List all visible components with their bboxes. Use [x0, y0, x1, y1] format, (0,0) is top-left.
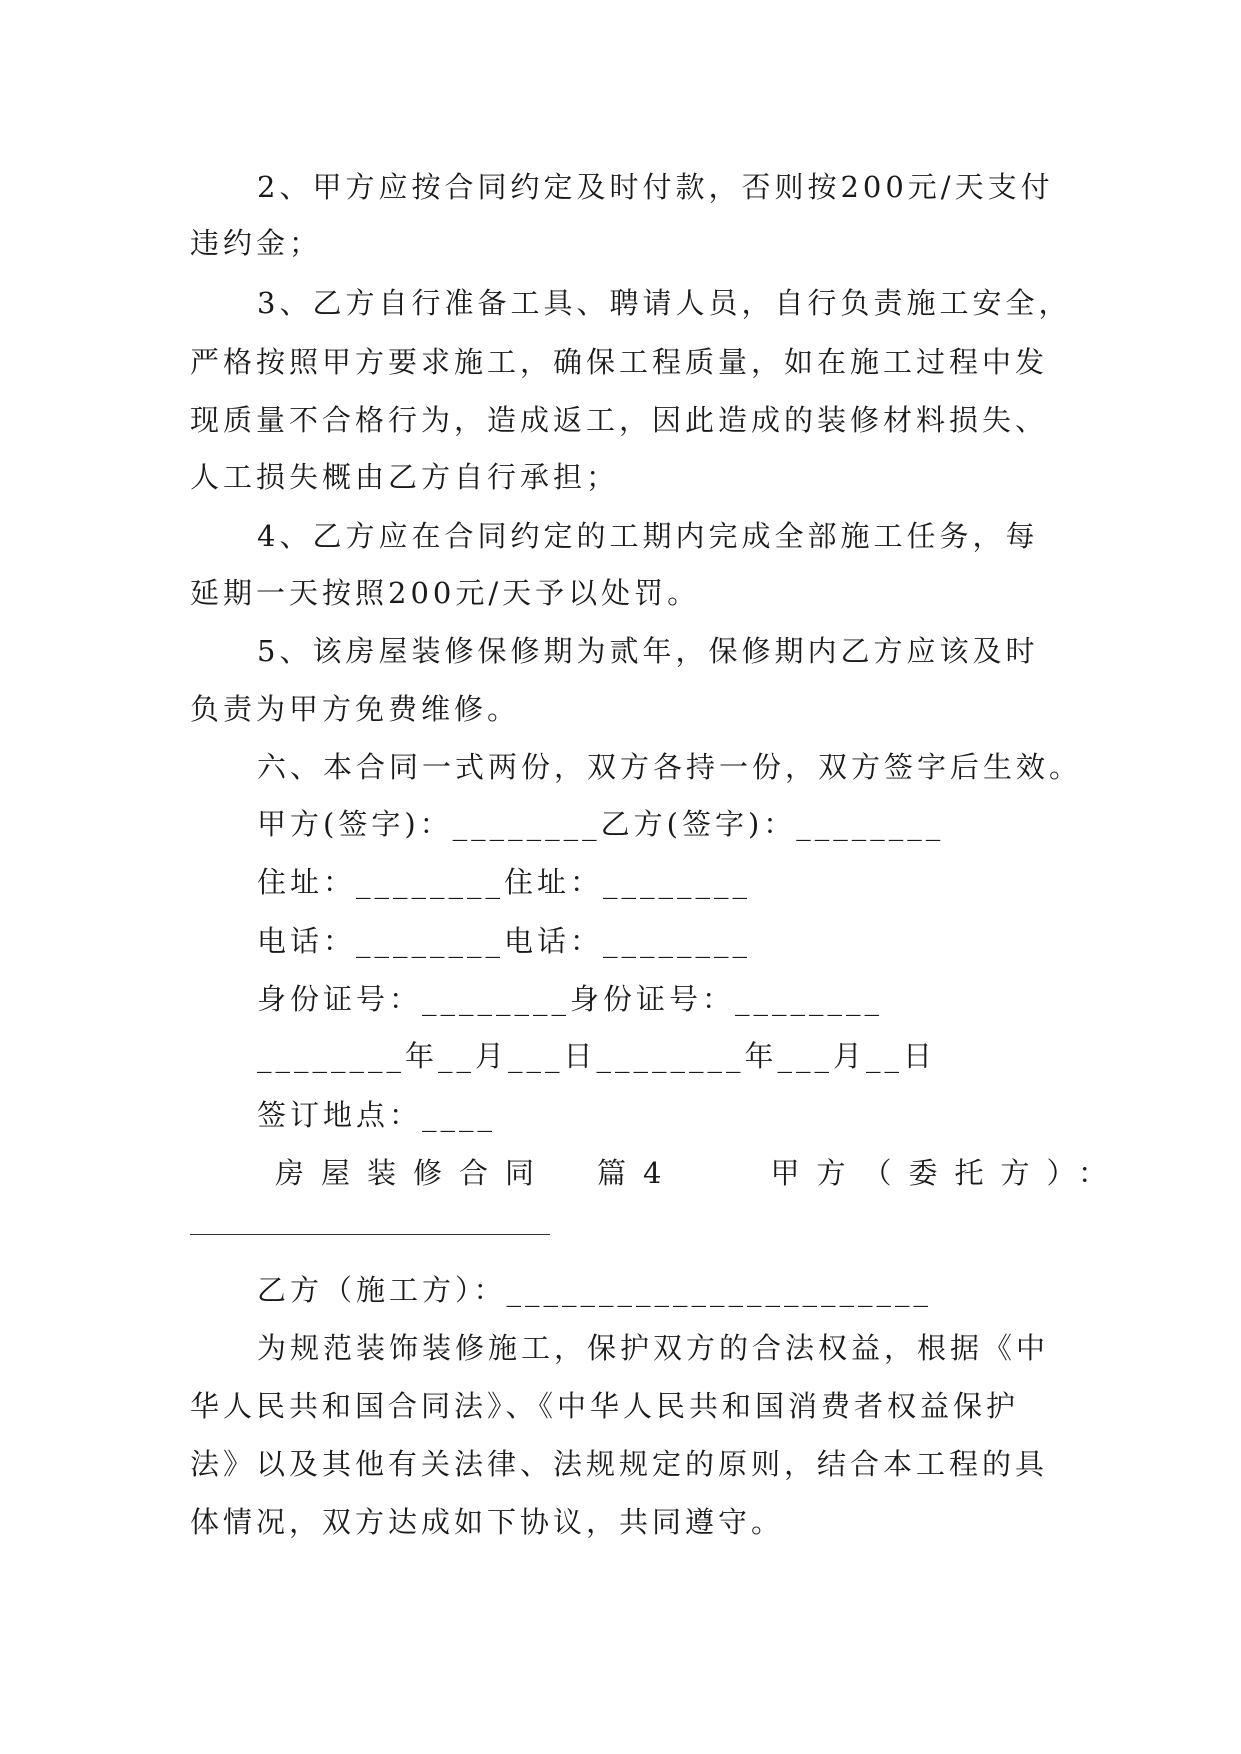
clause-2-line-1: 2、甲方应按合同约定及时付款，否则按200元/天支付 — [257, 170, 1054, 204]
preamble-line-1: 为规范装饰装修施工，保护双方的合法权益，根据《中 — [257, 1331, 1050, 1365]
phone-line: 电话：________电话：________ — [257, 924, 752, 958]
contractor-line: 乙方（施工方）：_______________________ — [257, 1273, 933, 1307]
clause-2-line-2: 违约金； — [190, 226, 323, 260]
clause-4-line-2: 延期一天按照200元/天予以处罚。 — [190, 576, 701, 610]
preamble-line-4: 体情况，双方达成如下协议，共同遵守。 — [190, 1505, 785, 1539]
signing-place-line: 签订地点：____ — [257, 1098, 497, 1132]
id-number-line: 身份证号：________身份证号：________ — [257, 982, 884, 1016]
preamble-line-2: 华人民共和国合同法》、《中华人民共和国消费者权益保护 — [190, 1389, 1020, 1423]
clause-5-line-2: 负责为甲方免费维修。 — [190, 692, 521, 726]
clause-5-line-1: 5、该房屋装修保修期为贰年，保修期内乙方应该及时 — [257, 634, 1039, 668]
preamble-line-3: 法》以及其他有关法律、法规规定的原则，结合本工程的具 — [190, 1447, 1049, 1481]
clause-6: 六、本合同一式两份，双方各持一份，双方签字后生效。 — [257, 750, 1083, 784]
client-blank-rule — [190, 1234, 550, 1235]
clause-3-line-3: 现质量不合格行为，造成返工，因此造成的装修材料损失、 — [190, 403, 1049, 437]
clause-4-line-1: 4、乙方应在合同约定的工期内完成全部施工任务，每 — [257, 519, 1039, 553]
clause-3-line-2: 严格按照甲方要求施工，确保工程质量，如在施工过程中发 — [190, 345, 1049, 379]
address-line: 住址：________住址：________ — [257, 865, 752, 899]
clause-3-line-4: 人工损失概由乙方自行承担； — [190, 460, 620, 494]
date-line: ________年__月___日________年___月__日 — [257, 1039, 937, 1073]
clause-3-line-1: 3、乙方自行准备工具、聘请人员，自行负责施工安全， — [257, 286, 1072, 320]
signature-line: 甲方(签字)：________乙方(签字)：________ — [257, 807, 945, 841]
contract-heading-line: 房屋装修合同 篇4 甲方（委托方）： — [275, 1156, 1124, 1190]
